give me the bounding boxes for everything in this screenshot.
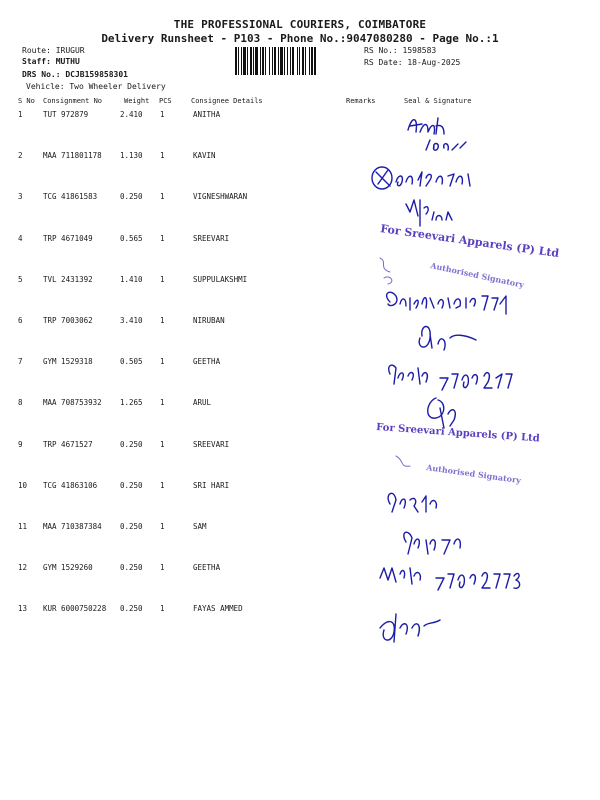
signature-row-1	[408, 118, 466, 150]
cell-consignee: ARUL	[193, 398, 212, 408]
cell-consignee: NIRUBAN	[193, 316, 225, 325]
col-sno: S No	[18, 97, 35, 105]
runsheet-title: Delivery Runsheet - P103 - Phone No.:9047080280 - Page No.:1	[101, 32, 499, 45]
col-remarks: Remarks	[346, 97, 376, 105]
cell-consignee: GEETHA	[193, 357, 221, 367]
cell-consignment: MAA 708753932	[43, 398, 102, 408]
cell-consignment: TCG 41861583	[43, 192, 98, 202]
cell-pcs: 1	[160, 110, 165, 119]
cell-weight: 0.250	[120, 604, 143, 614]
cell-sno: 5	[18, 274, 23, 284]
rs-number: RS No.: 1598583	[364, 46, 437, 55]
cell-weight: 0.505	[120, 357, 143, 367]
cell-pcs: 1	[160, 316, 165, 325]
stamp-row-9	[376, 422, 540, 444]
cell-consignment: TRP 4671527	[43, 439, 93, 449]
cell-sno: 8	[18, 398, 23, 408]
col-pcs: PCS	[159, 97, 172, 105]
cell-consignment: TUT 972879	[43, 110, 89, 119]
stamp-company-text: For Sreevari Apparels (P) Ltd	[379, 222, 560, 261]
cell-sno: 11	[18, 522, 28, 531]
cell-consignment: GYM 1529260	[43, 563, 93, 573]
cell-weight: 0.250	[120, 192, 143, 202]
col-consignment: Consignment No	[43, 97, 103, 105]
cell-weight: 1.130	[120, 151, 143, 161]
cell-consignment: GYM 1529318	[43, 357, 93, 367]
rs-date: RS Date: 18-Aug-2025	[364, 58, 461, 67]
cell-sno: 6	[18, 316, 23, 325]
cell-consignment: MAA 710387384	[43, 522, 102, 531]
signature-row-3	[406, 200, 452, 226]
cell-consignment: TRP 4671049	[43, 233, 93, 243]
barcode	[234, 47, 356, 75]
cell-pcs: 1	[160, 604, 165, 614]
signature-row-7	[389, 365, 512, 390]
cell-consignee: FAYAS AMMED	[193, 604, 243, 614]
cell-weight: 0.250	[120, 480, 143, 490]
col-seal-signature: Seal & Signature	[404, 97, 472, 105]
cell-weight: 3.410	[120, 316, 143, 325]
cell-sno: 4	[18, 233, 23, 243]
cell-sno: 3	[18, 192, 23, 202]
cell-sno: 10	[18, 480, 28, 490]
stamp-row-4	[380, 222, 561, 260]
cell-weight: 0.565	[120, 233, 143, 243]
cell-sno: 1	[18, 110, 23, 119]
company-title: THE PROFESSIONAL COURIERS, COIMBATORE	[173, 18, 427, 31]
signature-row-13	[380, 614, 440, 642]
cell-weight: 1.410	[120, 274, 143, 284]
cell-pcs: 1	[160, 480, 165, 490]
cell-sno: 7	[18, 357, 23, 367]
stamp-authorised-text: Authorised Signatory	[429, 260, 525, 290]
cell-consignee: VIGNESHWARAN	[193, 192, 248, 202]
cell-consignee: SRI HARI	[193, 480, 230, 490]
cell-pcs: 1	[160, 357, 165, 367]
cell-consignee: KAVIN	[193, 151, 216, 161]
cell-weight: 0.250	[120, 522, 143, 531]
col-consignee: Consignee Details	[191, 97, 263, 105]
signature-row-2	[372, 167, 470, 189]
cell-pcs: 1	[160, 398, 165, 408]
cell-consignee: SUPPULAKSHMI	[193, 274, 248, 284]
cell-consignment: MAA 711801178	[43, 151, 102, 161]
cell-pcs: 1	[160, 563, 165, 573]
cell-consignee: SREEVARI	[193, 439, 230, 449]
cell-sno: 2	[18, 151, 23, 161]
stamp-company-text-2: For Sreevari Apparels (P) Ltd	[375, 422, 541, 445]
cell-consignee: GEETHA	[193, 563, 221, 573]
cell-consignment: KUR 6000750228	[43, 604, 107, 614]
cell-consignee: ANITHA	[193, 110, 221, 119]
cell-sno: 13	[18, 604, 28, 614]
cell-pcs: 1	[160, 233, 165, 243]
stamp-authorised-text-2: Authorised Signatory	[425, 462, 522, 486]
cell-weight: 1.265	[120, 398, 143, 408]
stamp-row-10	[396, 456, 522, 485]
signature-row-12	[380, 532, 520, 590]
cell-pcs: 1	[160, 151, 165, 161]
cell-sno: 9	[18, 439, 23, 449]
cell-pcs: 1	[160, 274, 165, 284]
signature-row-11	[388, 493, 436, 512]
cell-pcs: 1	[160, 192, 165, 202]
cell-consignment: TVL 2431392	[43, 274, 93, 284]
cell-weight: 2.410	[120, 110, 143, 119]
drs-number: DRS No.: DCJB159858301	[22, 70, 128, 79]
vehicle-label: Vehicle: Two Wheeler Delivery	[26, 82, 166, 91]
col-weight: Weight	[124, 97, 150, 105]
signature-row-8	[428, 398, 456, 428]
signature-row-6	[419, 327, 476, 351]
cell-consignment: TCG 41863106	[43, 480, 98, 490]
staff-label: Staff: MUTHU	[22, 57, 80, 66]
cell-weight: 0.250	[120, 439, 143, 449]
cell-consignment: TRP 7003062	[43, 316, 93, 325]
cell-consignee: SREEVARI	[193, 233, 230, 243]
cell-pcs: 1	[160, 522, 165, 531]
cell-consignee: SAM	[193, 522, 207, 531]
cell-weight: 0.250	[120, 563, 143, 573]
cell-sno: 12	[18, 563, 28, 573]
signatures-area	[360, 108, 600, 648]
cell-pcs: 1	[160, 439, 165, 449]
route-label: Route: IRUGUR	[22, 46, 85, 55]
stamp-row-5	[380, 258, 525, 314]
